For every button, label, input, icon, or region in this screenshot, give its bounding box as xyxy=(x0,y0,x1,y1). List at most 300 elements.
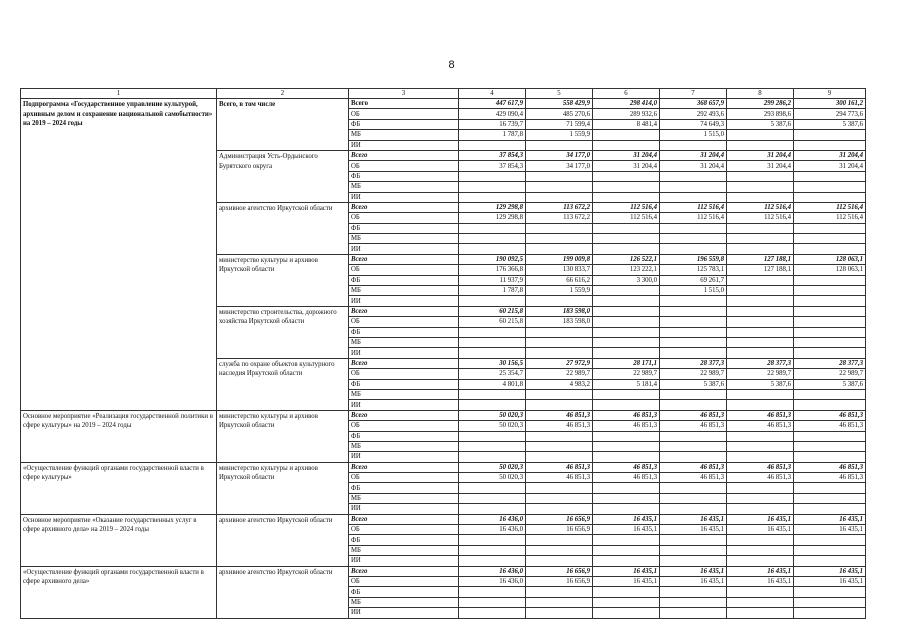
amount-cell: 112 516,4 xyxy=(727,213,794,223)
funding-source-cell: ОБ xyxy=(349,317,459,327)
amount-cell xyxy=(459,296,526,306)
amount-cell: 289 932,6 xyxy=(593,109,660,119)
amount-cell xyxy=(727,192,794,202)
amount-cell: 46 851,3 xyxy=(794,473,866,483)
executor-cell: министерство культуры и архивов Иркутской области xyxy=(217,254,349,306)
amount-cell: 128 063,1 xyxy=(794,254,866,264)
amount-cell: 37 854,3 xyxy=(459,150,526,160)
amount-cell xyxy=(727,223,794,233)
amount-cell xyxy=(660,400,727,410)
amount-cell xyxy=(459,140,526,150)
amount-cell xyxy=(526,483,593,493)
amount-cell xyxy=(727,234,794,244)
table-row xyxy=(21,566,866,576)
amount-cell xyxy=(727,171,794,181)
amount-cell xyxy=(727,327,794,337)
amount-cell: 46 851,3 xyxy=(660,410,727,420)
amount-cell xyxy=(459,587,526,597)
header-cell: 6 xyxy=(593,89,660,99)
executor-cell: министерство строительства, дорожного хозяйства Иркутской области xyxy=(217,306,349,358)
amount-cell xyxy=(794,597,866,607)
amount-cell xyxy=(794,171,866,181)
amount-cell xyxy=(660,504,727,514)
amount-cell: 16 656,9 xyxy=(526,566,593,576)
funding-source-cell: ОБ xyxy=(349,421,459,431)
amount-cell: 34 177,0 xyxy=(526,161,593,171)
header-cell: 4 xyxy=(459,89,526,99)
amount-cell xyxy=(526,244,593,254)
amount-cell: 22 989,7 xyxy=(727,369,794,379)
amount-cell: 16 436,0 xyxy=(459,566,526,576)
amount-cell: 60 215,8 xyxy=(459,306,526,316)
amount-cell xyxy=(593,452,660,462)
funding-source-cell: МБ xyxy=(349,182,459,192)
funding-source-cell: ФБ xyxy=(349,587,459,597)
amount-cell xyxy=(459,493,526,503)
funding-source-cell: ФБ xyxy=(349,119,459,129)
amount-cell xyxy=(794,296,866,306)
amount-cell xyxy=(660,535,727,545)
amount-cell xyxy=(660,608,727,618)
amount-cell: 71 599,4 xyxy=(526,119,593,129)
amount-cell: 50 020,3 xyxy=(459,410,526,420)
amount-cell xyxy=(660,234,727,244)
amount-cell xyxy=(593,306,660,316)
amount-cell: 16 435,1 xyxy=(660,514,727,524)
amount-cell: 37 854,3 xyxy=(459,161,526,171)
header-cell: 7 xyxy=(660,89,727,99)
amount-cell: 31 204,4 xyxy=(794,150,866,160)
amount-cell xyxy=(660,389,727,399)
amount-cell xyxy=(593,587,660,597)
funding-source-cell: МБ xyxy=(349,545,459,555)
amount-cell: 5 387,6 xyxy=(660,379,727,389)
amount-cell xyxy=(459,223,526,233)
amount-cell: 558 429,9 xyxy=(526,99,593,109)
funding-source-cell: ФБ xyxy=(349,431,459,441)
amount-cell xyxy=(526,348,593,358)
funding-source-cell: Всего xyxy=(349,462,459,472)
amount-cell: 25 354,7 xyxy=(459,369,526,379)
amount-cell: 31 204,4 xyxy=(727,161,794,171)
amount-cell xyxy=(727,608,794,618)
amount-cell: 127 188,1 xyxy=(727,254,794,264)
amount-cell xyxy=(727,441,794,451)
amount-cell xyxy=(526,431,593,441)
amount-cell xyxy=(727,556,794,566)
amount-cell: 46 851,3 xyxy=(526,421,593,431)
amount-cell xyxy=(660,545,727,555)
amount-cell xyxy=(794,608,866,618)
amount-cell xyxy=(526,493,593,503)
amount-cell xyxy=(660,296,727,306)
amount-cell: 485 270,6 xyxy=(526,109,593,119)
amount-cell: 46 851,3 xyxy=(526,410,593,420)
amount-cell xyxy=(660,597,727,607)
executor-cell: министерство культуры и архивов Иркутской области xyxy=(217,410,349,462)
amount-cell: 31 204,4 xyxy=(794,161,866,171)
amount-cell: 16 436,0 xyxy=(459,576,526,586)
amount-cell: 5 181,4 xyxy=(593,379,660,389)
amount-cell: 74 649,3 xyxy=(660,119,727,129)
amount-cell: 11 937,9 xyxy=(459,275,526,285)
amount-cell xyxy=(794,452,866,462)
amount-cell xyxy=(526,587,593,597)
amount-cell xyxy=(794,286,866,296)
funding-source-cell: ИИ xyxy=(349,192,459,202)
amount-cell xyxy=(727,452,794,462)
amount-cell xyxy=(459,608,526,618)
amount-cell: 8 481,4 xyxy=(593,119,660,129)
amount-cell: 46 851,3 xyxy=(593,410,660,420)
funding-source-cell: ОБ xyxy=(349,369,459,379)
amount-cell: 31 204,4 xyxy=(593,150,660,160)
amount-cell xyxy=(526,140,593,150)
amount-cell: 123 222,1 xyxy=(593,265,660,275)
amount-cell xyxy=(794,587,866,597)
funding-source-cell: Всего xyxy=(349,202,459,212)
amount-cell xyxy=(593,337,660,347)
funding-source-cell: ИИ xyxy=(349,452,459,462)
amount-cell: 299 286,2 xyxy=(727,99,794,109)
amount-cell: 16 739,7 xyxy=(459,119,526,129)
executor-cell: служба по охране объектов культурного наследия Иркутской области xyxy=(217,358,349,410)
funding-source-cell: ОБ xyxy=(349,213,459,223)
amount-cell xyxy=(727,504,794,514)
amount-cell xyxy=(593,483,660,493)
amount-cell xyxy=(660,223,727,233)
amount-cell xyxy=(593,286,660,296)
amount-cell xyxy=(459,535,526,545)
amount-cell: 112 516,4 xyxy=(660,202,727,212)
amount-cell: 31 204,4 xyxy=(660,150,727,160)
amount-cell: 129 298,8 xyxy=(459,213,526,223)
amount-cell: 112 516,4 xyxy=(794,213,866,223)
amount-cell xyxy=(794,130,866,140)
amount-cell xyxy=(727,597,794,607)
amount-cell xyxy=(794,275,866,285)
amount-cell: 16 435,1 xyxy=(794,514,866,524)
funding-source-cell: ОБ xyxy=(349,473,459,483)
funding-source-cell: МБ xyxy=(349,493,459,503)
program-name-cell: Основное мероприятие «Реализация государственной политики в сфере культуры» на 2019 – 2024 годы xyxy=(21,410,217,462)
funding-source-cell: Всего xyxy=(349,99,459,109)
amount-cell xyxy=(593,556,660,566)
amount-cell: 5 387,6 xyxy=(727,119,794,129)
amount-cell xyxy=(526,234,593,244)
amount-cell xyxy=(727,587,794,597)
amount-cell: 16 656,9 xyxy=(526,514,593,524)
amount-cell: 112 516,4 xyxy=(660,213,727,223)
amount-cell xyxy=(593,244,660,254)
amount-cell: 16 436,0 xyxy=(459,525,526,535)
amount-cell xyxy=(727,545,794,555)
amount-cell xyxy=(794,182,866,192)
amount-cell: 5 387,6 xyxy=(794,119,866,129)
amount-cell xyxy=(593,504,660,514)
amount-cell xyxy=(459,234,526,244)
amount-cell xyxy=(794,234,866,244)
amount-cell xyxy=(660,493,727,503)
amount-cell xyxy=(593,171,660,181)
amount-cell xyxy=(660,327,727,337)
amount-cell: 4 801,8 xyxy=(459,379,526,389)
amount-cell xyxy=(794,306,866,316)
amount-cell: 199 009,8 xyxy=(526,254,593,264)
funding-source-cell: ОБ xyxy=(349,265,459,275)
amount-cell xyxy=(794,493,866,503)
amount-cell: 16 435,1 xyxy=(727,566,794,576)
amount-cell: 447 617,9 xyxy=(459,99,526,109)
amount-cell: 16 435,1 xyxy=(727,525,794,535)
amount-cell: 16 435,1 xyxy=(794,566,866,576)
amount-cell xyxy=(727,337,794,347)
executor-cell: архивное агентство Иркутской области xyxy=(217,514,349,566)
amount-cell: 3 300,0 xyxy=(593,275,660,285)
amount-cell xyxy=(593,296,660,306)
amount-cell: 46 851,3 xyxy=(727,421,794,431)
amount-cell: 16 436,0 xyxy=(459,514,526,524)
amount-cell xyxy=(593,130,660,140)
amount-cell: 128 063,1 xyxy=(794,265,866,275)
amount-cell: 16 435,1 xyxy=(660,525,727,535)
amount-cell xyxy=(593,400,660,410)
amount-cell: 112 516,4 xyxy=(794,202,866,212)
amount-cell: 113 672,2 xyxy=(526,213,593,223)
funding-source-cell: ИИ xyxy=(349,348,459,358)
funding-source-cell: МБ xyxy=(349,130,459,140)
amount-cell: 22 989,7 xyxy=(660,369,727,379)
funding-source-cell: МБ xyxy=(349,337,459,347)
funding-source-cell: ИИ xyxy=(349,296,459,306)
amount-cell xyxy=(794,140,866,150)
table-body xyxy=(21,89,866,619)
funding-source-cell: ФБ xyxy=(349,483,459,493)
amount-cell xyxy=(794,317,866,327)
amount-cell: 112 516,4 xyxy=(593,202,660,212)
amount-cell: 16 435,1 xyxy=(593,576,660,586)
amount-cell xyxy=(526,545,593,555)
amount-cell: 16 435,1 xyxy=(727,576,794,586)
amount-cell: 126 522,1 xyxy=(593,254,660,264)
amount-cell xyxy=(526,608,593,618)
amount-cell: 16 435,1 xyxy=(727,514,794,524)
funding-source-cell: Всего xyxy=(349,566,459,576)
program-name-cell: Основное мероприятие «Оказание государственных услуг в сфере архивного дела» на 2019 – 2024 годы xyxy=(21,514,217,566)
amount-cell xyxy=(459,327,526,337)
funding-source-cell: ИИ xyxy=(349,244,459,254)
amount-cell xyxy=(526,327,593,337)
table-row xyxy=(21,410,866,420)
amount-cell: 46 851,3 xyxy=(660,421,727,431)
amount-cell xyxy=(526,556,593,566)
amount-cell xyxy=(794,441,866,451)
amount-cell xyxy=(727,317,794,327)
amount-cell xyxy=(660,192,727,202)
header-cell: 5 xyxy=(526,89,593,99)
amount-cell xyxy=(660,441,727,451)
amount-cell xyxy=(794,431,866,441)
amount-cell xyxy=(593,608,660,618)
amount-cell: 16 435,1 xyxy=(660,566,727,576)
amount-cell: 60 215,8 xyxy=(459,317,526,327)
amount-cell xyxy=(459,431,526,441)
amount-cell: 46 851,3 xyxy=(593,462,660,472)
amount-cell xyxy=(660,483,727,493)
amount-cell xyxy=(794,327,866,337)
amount-cell xyxy=(526,296,593,306)
amount-cell: 1 787,8 xyxy=(459,130,526,140)
funding-source-cell: ФБ xyxy=(349,275,459,285)
amount-cell: 5 387,6 xyxy=(727,379,794,389)
amount-cell: 50 020,3 xyxy=(459,462,526,472)
amount-cell: 31 204,4 xyxy=(660,161,727,171)
amount-cell xyxy=(593,223,660,233)
amount-cell xyxy=(794,504,866,514)
amount-cell: 46 851,3 xyxy=(593,473,660,483)
amount-cell: 31 204,4 xyxy=(593,161,660,171)
amount-cell xyxy=(593,327,660,337)
amount-cell: 50 020,3 xyxy=(459,421,526,431)
table-row xyxy=(21,462,866,472)
amount-cell: 34 177,0 xyxy=(526,150,593,160)
amount-cell xyxy=(727,431,794,441)
funding-source-cell: Всего xyxy=(349,150,459,160)
amount-cell xyxy=(459,545,526,555)
program-name-cell: Подпрограмма «Государственное управление культурой, архивным делом и сохранение национальной самобытности» на 2019 – 2024 годы xyxy=(21,99,217,411)
amount-cell: 368 657,9 xyxy=(660,99,727,109)
amount-cell: 16 435,1 xyxy=(660,576,727,586)
amount-cell xyxy=(727,182,794,192)
amount-cell xyxy=(794,389,866,399)
amount-cell: 28 377,3 xyxy=(727,358,794,368)
amount-cell: 46 851,3 xyxy=(727,462,794,472)
amount-cell: 16 435,1 xyxy=(593,514,660,524)
amount-cell: 69 261,7 xyxy=(660,275,727,285)
amount-cell xyxy=(727,535,794,545)
amount-cell xyxy=(727,483,794,493)
amount-cell xyxy=(526,597,593,607)
amount-cell xyxy=(727,286,794,296)
amount-cell xyxy=(727,348,794,358)
funding-source-cell: Всего xyxy=(349,306,459,316)
amount-cell xyxy=(593,597,660,607)
amount-cell: 129 298,8 xyxy=(459,202,526,212)
amount-cell xyxy=(727,400,794,410)
amount-cell xyxy=(593,234,660,244)
header-cell: 1 xyxy=(21,89,217,99)
amount-cell xyxy=(526,504,593,514)
amount-cell: 22 989,7 xyxy=(593,369,660,379)
executor-cell: архивное агентство Иркутской области xyxy=(217,202,349,254)
amount-cell xyxy=(459,389,526,399)
amount-cell xyxy=(727,130,794,140)
amount-cell xyxy=(526,535,593,545)
amount-cell xyxy=(660,452,727,462)
amount-cell: 1 559,9 xyxy=(526,130,593,140)
funding-source-cell: МБ xyxy=(349,389,459,399)
amount-cell xyxy=(794,348,866,358)
amount-cell: 46 851,3 xyxy=(660,462,727,472)
amount-cell: 16 656,9 xyxy=(526,525,593,535)
header-row xyxy=(21,89,866,99)
amount-cell: 293 898,6 xyxy=(727,109,794,119)
amount-cell xyxy=(526,171,593,181)
funding-table xyxy=(20,88,866,619)
amount-cell xyxy=(526,452,593,462)
funding-source-cell: МБ xyxy=(349,597,459,607)
funding-source-cell: Всего xyxy=(349,254,459,264)
page-number: 8 xyxy=(448,59,455,71)
amount-cell: 46 851,3 xyxy=(526,462,593,472)
amount-cell: 46 851,3 xyxy=(526,473,593,483)
funding-source-cell: Всего xyxy=(349,410,459,420)
amount-cell xyxy=(660,317,727,327)
amount-cell xyxy=(660,244,727,254)
amount-cell xyxy=(593,192,660,202)
funding-source-cell: ИИ xyxy=(349,400,459,410)
amount-cell: 183 598,0 xyxy=(526,306,593,316)
funding-source-cell: ОБ xyxy=(349,161,459,171)
amount-cell: 112 516,4 xyxy=(727,202,794,212)
funding-source-cell: ФБ xyxy=(349,171,459,181)
amount-cell: 183 598,0 xyxy=(526,317,593,327)
amount-cell: 46 851,3 xyxy=(727,473,794,483)
table-row xyxy=(21,514,866,524)
funding-source-cell: ФБ xyxy=(349,223,459,233)
amount-cell xyxy=(459,182,526,192)
amount-cell: 16 435,1 xyxy=(794,525,866,535)
amount-cell xyxy=(727,389,794,399)
amount-cell xyxy=(727,275,794,285)
amount-cell: 130 833,7 xyxy=(526,265,593,275)
amount-cell: 1 515,0 xyxy=(660,286,727,296)
amount-cell xyxy=(593,545,660,555)
amount-cell xyxy=(794,244,866,254)
amount-cell: 16 435,1 xyxy=(593,566,660,576)
executor-cell: Администрация Усть-Ордынского Бурятского округа xyxy=(217,150,349,202)
amount-cell: 1 559,9 xyxy=(526,286,593,296)
amount-cell xyxy=(660,337,727,347)
amount-cell xyxy=(459,400,526,410)
amount-cell xyxy=(727,296,794,306)
amount-cell xyxy=(593,493,660,503)
amount-cell: 66 616,2 xyxy=(526,275,593,285)
amount-cell xyxy=(459,348,526,358)
program-name-cell: «Осуществление функций органами государственной власти в сфере архивного дела» xyxy=(21,566,217,618)
amount-cell xyxy=(593,389,660,399)
amount-cell: 30 156,5 xyxy=(459,358,526,368)
amount-cell xyxy=(660,171,727,181)
amount-cell: 176 366,8 xyxy=(459,265,526,275)
funding-source-cell: Всего xyxy=(349,358,459,368)
amount-cell xyxy=(593,140,660,150)
amount-cell: 429 090,4 xyxy=(459,109,526,119)
amount-cell: 46 851,3 xyxy=(727,410,794,420)
amount-cell xyxy=(459,441,526,451)
amount-cell xyxy=(593,317,660,327)
funding-source-cell: МБ xyxy=(349,234,459,244)
amount-cell xyxy=(660,182,727,192)
amount-cell: 1 787,8 xyxy=(459,286,526,296)
amount-cell: 300 161,2 xyxy=(794,99,866,109)
amount-cell: 4 983,2 xyxy=(526,379,593,389)
amount-cell xyxy=(794,556,866,566)
header-cell: 9 xyxy=(794,89,866,99)
amount-cell xyxy=(526,192,593,202)
amount-cell: 46 851,3 xyxy=(593,421,660,431)
amount-cell xyxy=(794,400,866,410)
